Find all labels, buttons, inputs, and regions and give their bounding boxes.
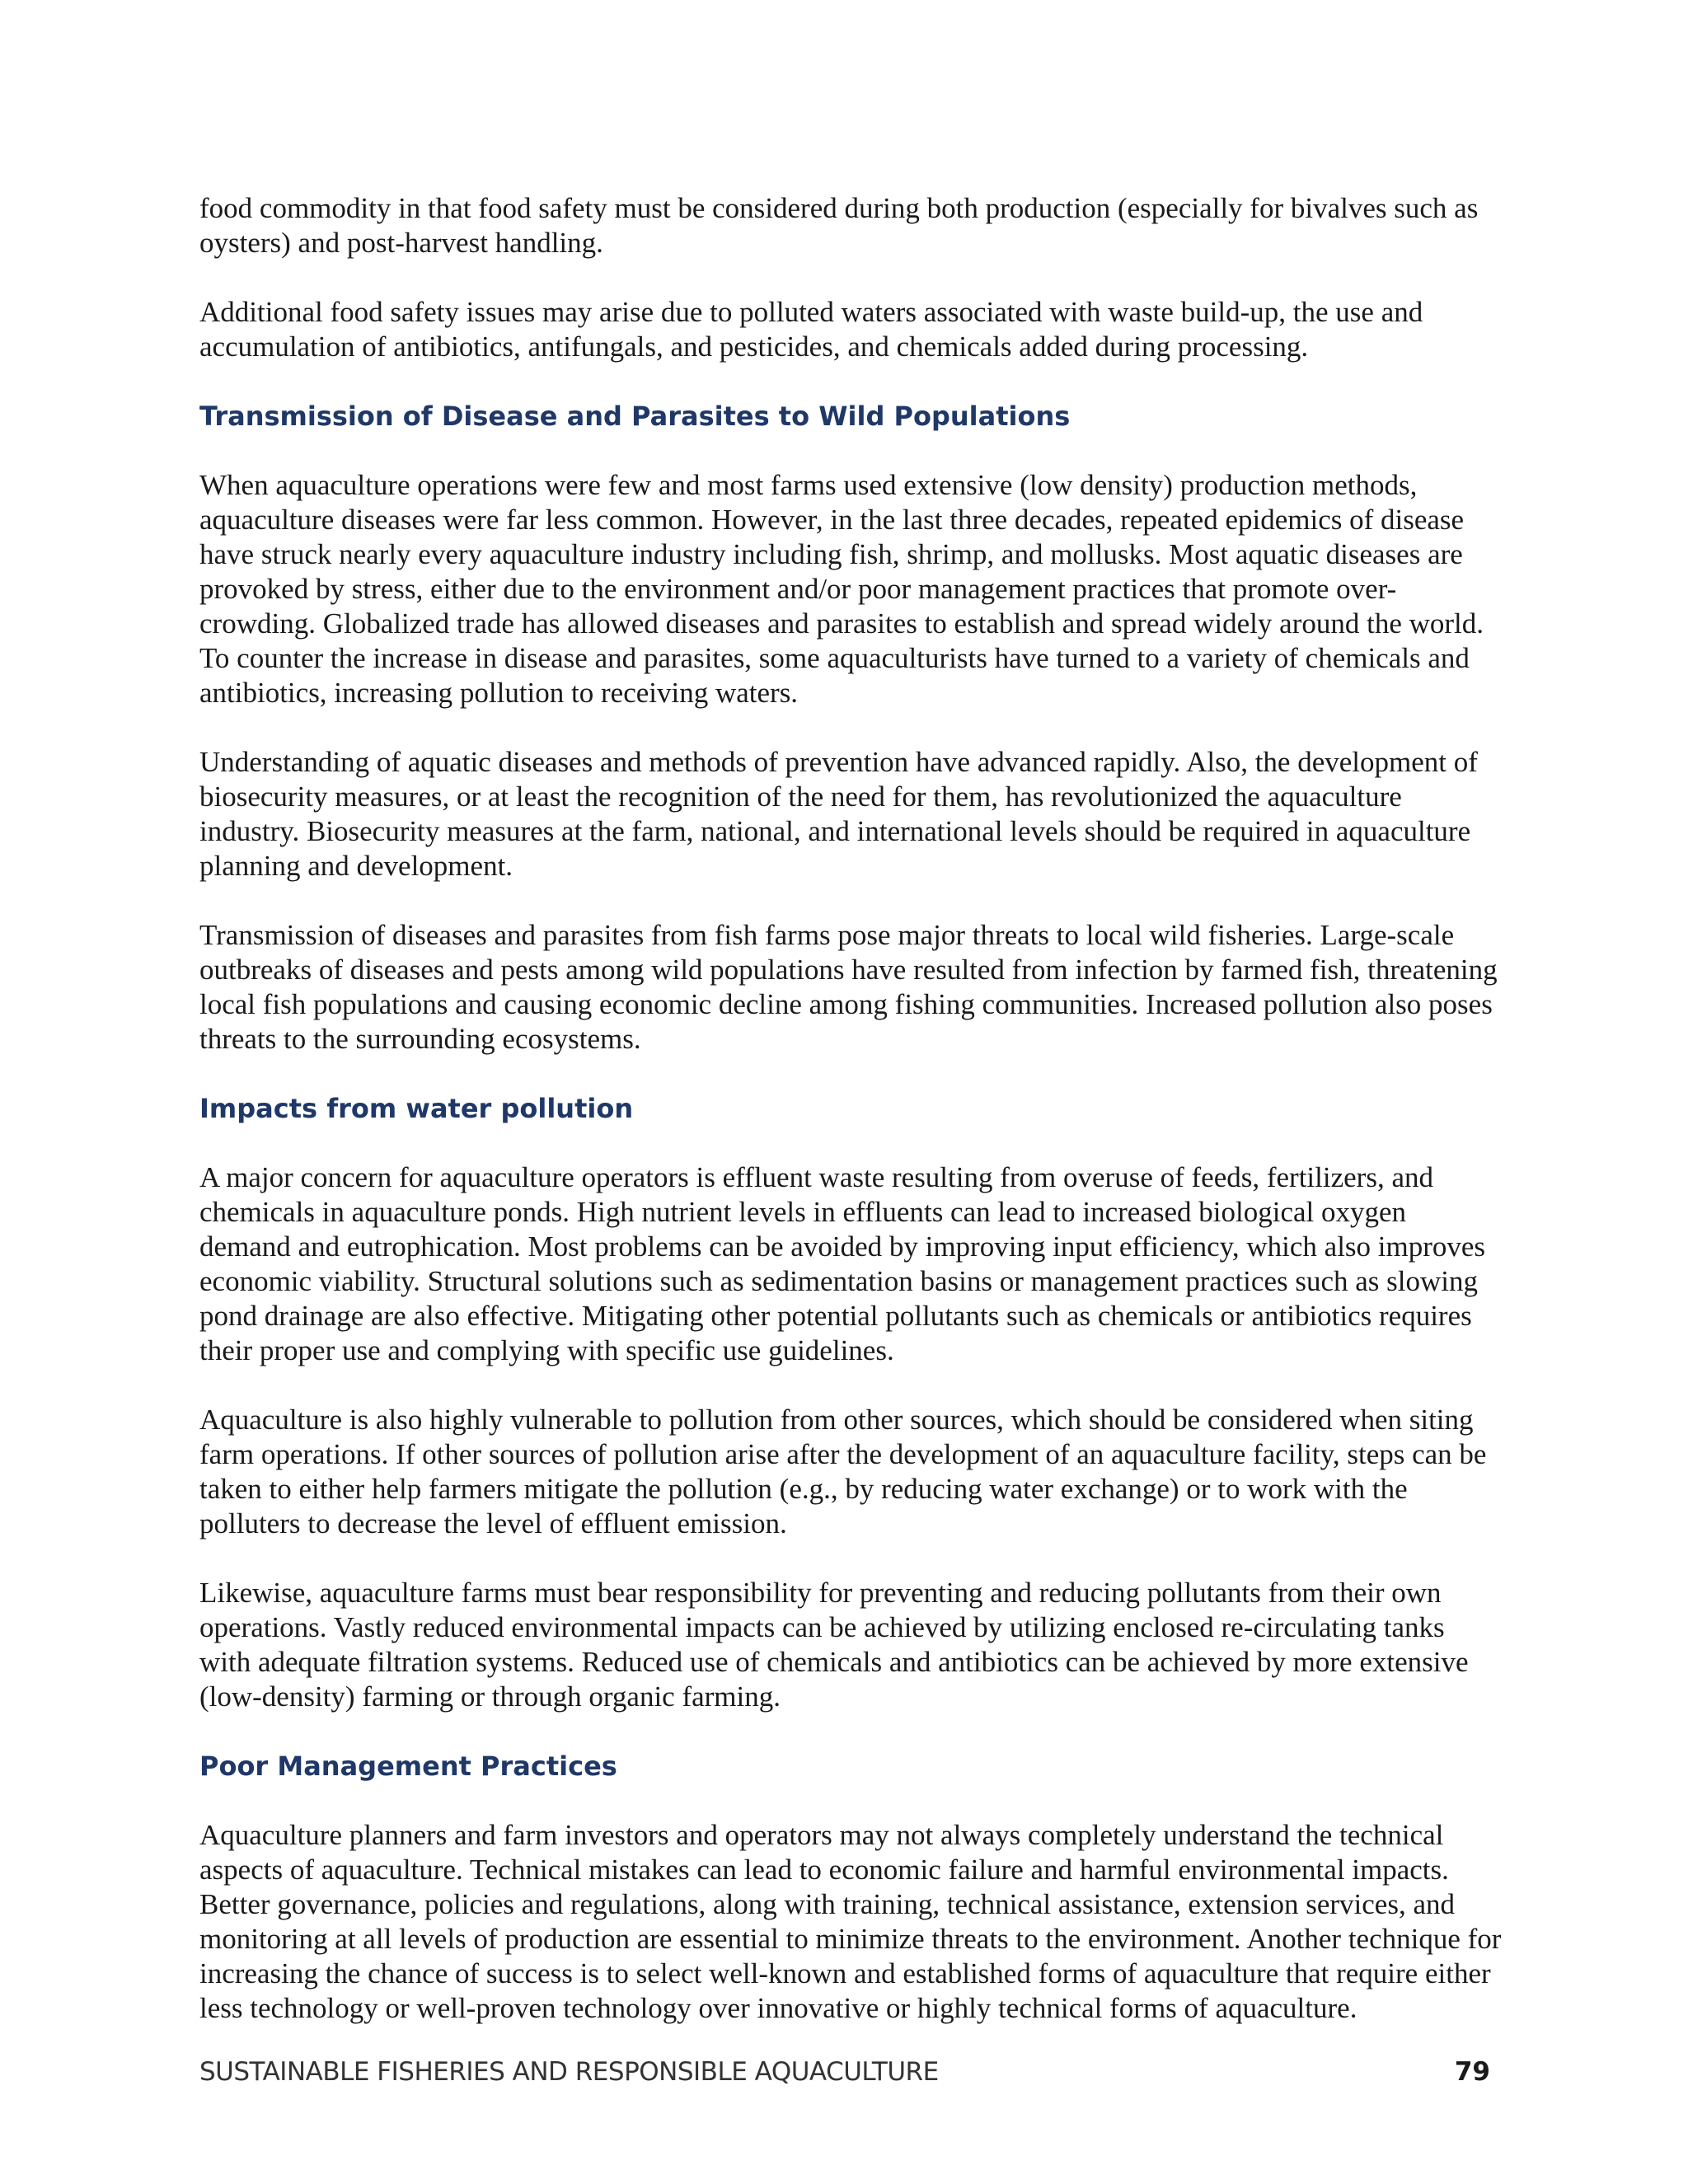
paragraph-disease-history: When aquaculture operations were few and most farms used extensive (low density) production methods, aquaculture diseases were far less common. However, in the last three decades, repeated epidemics of disease have struck nearly every aquaculture industry including fish, shrimp, and mollusks. Most aquatic diseases are provoked by stress, either due to the environment and/or poor management practices that promote over-crowding. Globalized trade has allowed diseases and parasites to establish and spread widely around the world. To counter the increase in disease and parasites, some aquaculturists have turned to a variety of chemicals and antibiotics, increasing pollution to receiving waters. <box>199 469 1484 709</box>
footer-title: SUSTAINABLE FISHERIES AND RESPONSIBLE AQUACULTURE <box>199 2057 939 2087</box>
paragraph-farm-responsibility: Likewise, aquaculture farms must bear responsibility for preventing and reducing pollutants from their own operations. Vastly reduced environmental impacts can be achieved by utilizing enclosed re-circulating tanks with adequate filtration systems. Reduced use of chemicals and antibiotics can be achieved by more extensive (low-density) farming or through organic farming. <box>199 1577 1469 1713</box>
heading-water-pollution: Impacts from water pollution <box>199 1093 634 1124</box>
page-body <box>199 191 1502 2060</box>
page-footer <box>199 2057 1490 2087</box>
heading-disease-transmission: Transmission of Disease and Parasites to Wild Populations <box>199 401 1071 432</box>
paragraph-external-pollution: Aquaculture is also highly vulnerable to pollution from other sources, which should be considered when siting farm operations. If other sources of pollution arise after the development of an aquaculture facility, steps can be taken to either help farmers mitigate the pollution (e.g., by reducing water exchange) or to work with the polluters to decrease the level of effluent emission. <box>199 1404 1487 1540</box>
paragraph-food-safety-issues: Additional food safety issues may arise due to polluted waters associated with waste build-up, the use and accumulation of antibiotics, antifungals, and pesticides, and chemicals added during processing. <box>199 296 1423 363</box>
heading-poor-management: Poor Management Practices <box>199 1750 617 1782</box>
paragraph-management-practices: Aquaculture planners and farm investors and operators may not always completely understand the technical aspects of aquaculture. Technical mistakes can lead to economic failure and harmful environmental impacts. Better governance, policies and regulations, along with training, technical assistance, extension services, and monitoring at all levels of production are essential to minimize threats to the environment. Another technique for increasing the chance of success is to select well-known and established forms of aquaculture that require either less technology or well-proven technology over innovative or highly technical forms of aquaculture. <box>199 1819 1502 2024</box>
paragraph-effluent-waste: A major concern for aquaculture operators is effluent waste resulting from overuse of feeds, fertilizers, and chemicals in aquaculture ponds. High nutrient levels in effluents can lead to increased biological oxygen demand and eutrophication. Most problems can be avoided by improving input efficiency, which also improves economic viability. Structural solutions such as sedimentation basins or management practices such as slowing pond drainage are also effective. Mitigating other potential pollutants such as chemicals or antibiotics requires their proper use and complying with specific use guidelines. <box>199 1161 1486 1366</box>
paragraph-biosecurity: Understanding of aquatic diseases and methods of prevention have advanced rapidly. Also, the development of biosecurity measures, or at least the recognition of the need for them, has revolutionized the aquaculture industry. Biosecurity measures at the farm, national, and international levels should be required in aquaculture planning and development. <box>199 746 1478 882</box>
paragraph-wild-fisheries-threats: Transmission of diseases and parasites from fish farms pose major threats to local wild fisheries. Large-scale outbreaks of diseases and pests among wild populations have resulted from infection by farmed fish, threatening local fish populations and causing economic decline among fishing communities. Increased pollution also poses threats to the surrounding ecosystems. <box>199 919 1498 1055</box>
page-number: 79 <box>1454 2057 1490 2087</box>
paragraph-food-commodity: food commodity in that food safety must be considered during both production (especially for bivalves such as oysters) and post-harvest handling. <box>199 192 1479 259</box>
